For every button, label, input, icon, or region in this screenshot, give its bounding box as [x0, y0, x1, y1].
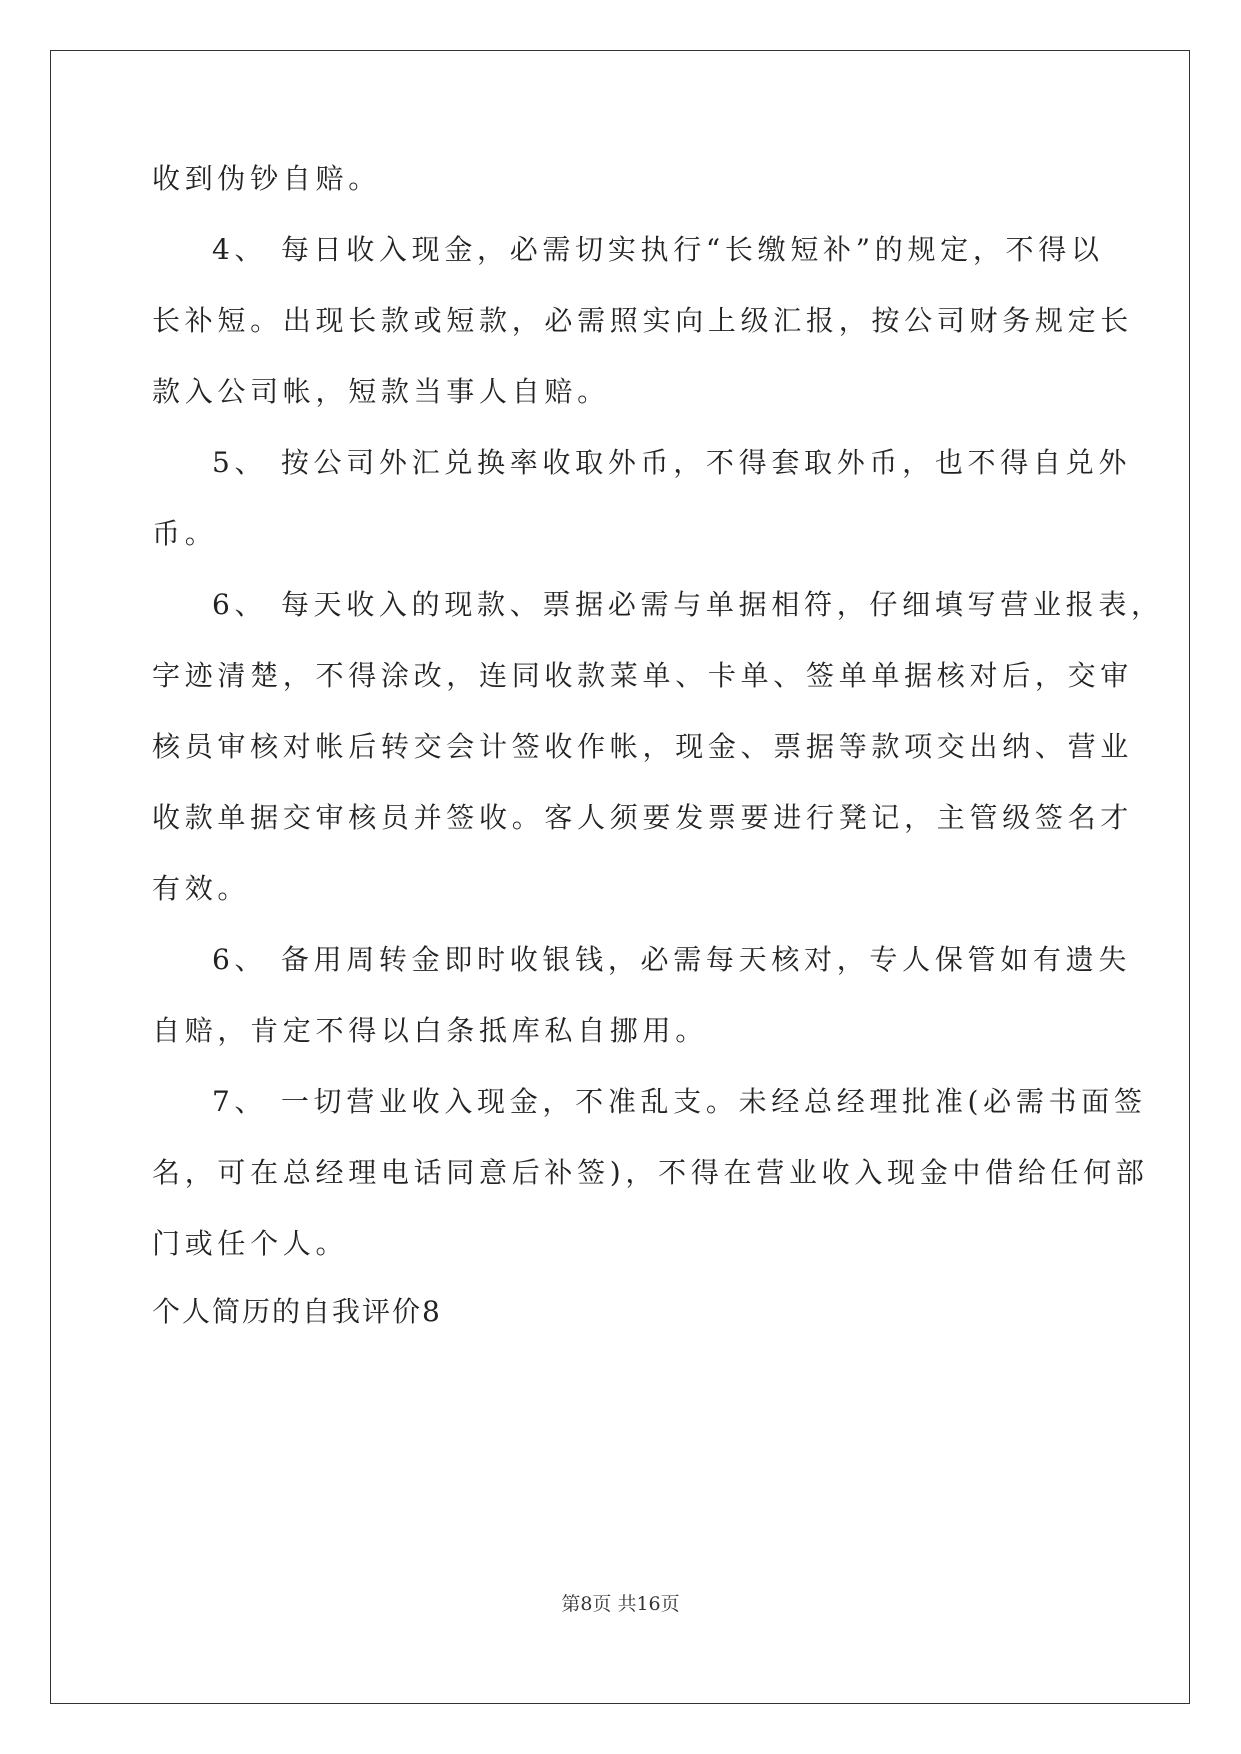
list-item-7-line-1: 7、 一切营业收入现金，不准乱支。未经总经理批准(必需书面签 — [212, 1085, 1147, 1118]
list-item-6a-line-2: 字迹清楚，不得涂改，连同收款菜单、卡单、签单单据核对后，交审 — [152, 659, 1134, 692]
list-item-6b-line-2: 自赔，肯定不得以白条抵库私自挪用。 — [152, 1014, 708, 1047]
list-item-6a-line-4: 收款单据交审核员并签收。客人须要发票要进行凳记，主管级签名才 — [152, 801, 1134, 834]
list-item-6a-line-3: 核员审核对帐后转交会计签收作帐，现金、票据等款项交出纳、营业 — [152, 730, 1134, 763]
list-item-7-line-3: 门或任个人。 — [152, 1227, 349, 1260]
list-item-6b-line-1: 6、 备用周转金即时收银钱，必需每天核对，专人保管如有遗失 — [212, 943, 1132, 976]
list-item-4-line-2: 长补短。出现长款或短款，必需照实向上级汇报，按公司财务规定长 — [152, 304, 1134, 337]
section-heading: 个人简历的自我评价8 — [152, 1295, 442, 1328]
text-line: 收到伪钞自赔。 — [152, 162, 381, 195]
list-item-6a-line-1: 6、 每天收入的现款、票据必需与单据相符，仔细填写营业报表， — [212, 588, 1164, 621]
list-item-6a-line-5: 有效。 — [152, 872, 251, 905]
list-item-4-line-1: 4、 每日收入现金，必需切实执行“长缴短补”的规定，不得以 — [212, 233, 1104, 266]
list-item-4-line-3: 款入公司帐，短款当事人自赔。 — [152, 375, 610, 408]
list-item-5-line-2: 币。 — [152, 517, 218, 550]
list-item-7-line-2: 名，可在总经理电话同意后补签)，不得在营业收入现金中借给任何部 — [152, 1156, 1149, 1189]
page-number-footer: 第8页 共16页 — [561, 1593, 680, 1615]
list-item-5-line-1: 5、 按公司外汇兑换率收取外币，不得套取外币，也不得自兑外 — [212, 446, 1132, 479]
